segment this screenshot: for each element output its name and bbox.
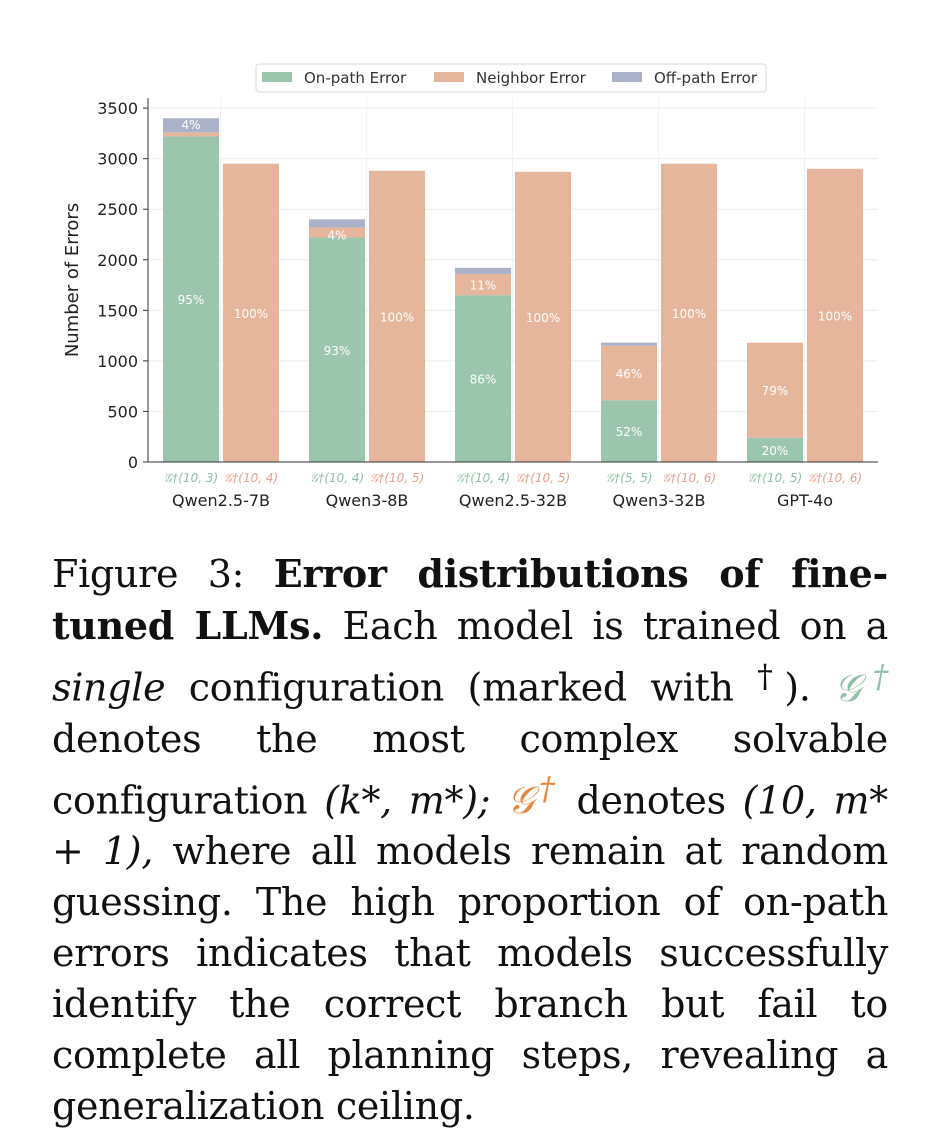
g-dagger-green-symbol: 𝒢†: [834, 659, 889, 710]
x-tick-label: GPT-4o: [776, 491, 834, 510]
bar-config-label: 𝒢†(10, 4): [309, 471, 365, 485]
y-tick-label: 3500: [97, 99, 138, 119]
bar-config-label: 𝒢†(10, 6): [661, 471, 717, 485]
bar-data-label: 100%: [671, 306, 707, 321]
x-labels: [164, 471, 862, 510]
bar-data-label: 100%: [817, 309, 853, 324]
kstar-mstar: (k*, m*);: [324, 778, 491, 823]
bar-segment-neighbor: [163, 132, 219, 136]
x-tick-label: Qwen3-8B: [325, 491, 409, 510]
caption-single: single: [52, 665, 166, 710]
bar-config-label: 𝒢†(10, 4): [455, 471, 511, 485]
figure-label: Figure 3:: [52, 552, 245, 596]
bar-data-label: 11%: [469, 278, 497, 293]
y-tick-label: 2500: [97, 200, 138, 220]
bar-data-label: 86%: [469, 372, 497, 387]
y-axis-label: Number of Errors: [62, 202, 83, 358]
caption-text: configuration (marked with: [188, 665, 734, 710]
bar-data-label: 100%: [379, 310, 415, 325]
caption-text: denotes: [576, 778, 726, 823]
error-distribution-chart: [0, 0, 940, 530]
caption-text: denotes the most complex solvable configuration: [52, 716, 888, 823]
bar-config-label: 𝒢†(10, 3): [163, 471, 219, 485]
bar-data-label: 52%: [615, 425, 643, 440]
bar-segment-off: [601, 343, 657, 346]
bar-data-label: 4%: [327, 228, 347, 243]
y-tick-label: 0: [127, 453, 138, 472]
dagger-mark: †: [757, 659, 785, 695]
x-tick-label: Qwen3-32B: [612, 491, 706, 510]
y-tick-label: 1000: [97, 351, 138, 371]
bar-config-label: 𝒢†(10, 6): [807, 471, 863, 485]
bar-config-label: 𝒢†(5, 5): [605, 471, 653, 485]
g-dagger-orange-symbol: 𝒢†: [507, 771, 560, 823]
bar-data-label: 93%: [323, 343, 351, 358]
y-tick-label: 500: [107, 402, 138, 422]
bar-data-label: 20%: [761, 443, 789, 458]
legend-label: On-path Error: [304, 69, 407, 87]
bar-data-label: 4%: [181, 118, 201, 133]
y-tick-label: 2000: [97, 250, 138, 270]
x-tick-label: Qwen2.5-7B: [171, 491, 271, 510]
caption-text: Each model is trained on a: [342, 604, 889, 648]
y-tick-label: 3000: [97, 149, 138, 169]
legend-swatch: [434, 72, 464, 82]
caption-title: Error distributions of fine-tuned LLMs.: [52, 551, 888, 648]
legend-swatch: [262, 72, 292, 82]
bar-data-label: 46%: [615, 367, 643, 382]
y-tick-label: 1500: [97, 301, 138, 321]
bar-segment-off: [309, 219, 365, 227]
figure-caption: [52, 548, 888, 1132]
ten-m-plus-one: (10, m* + 1),: [52, 778, 888, 874]
bar-data-label: 79%: [761, 384, 789, 399]
bar-data-label: 100%: [233, 306, 269, 321]
bar-data-label: 100%: [525, 310, 561, 325]
bar-data-label: 95%: [177, 293, 205, 308]
bar-segment-off: [455, 268, 511, 274]
bar-config-label: 𝒢†(10, 5): [747, 471, 803, 485]
bar-config-label: 𝒢†(10, 5): [515, 471, 571, 485]
x-tick-label: Qwen2.5-32B: [458, 491, 568, 510]
legend-label: Off-path Error: [654, 69, 757, 87]
bar-config-label: 𝒢†(10, 5): [369, 471, 425, 485]
caption-text: ).: [784, 665, 811, 710]
legend-swatch: [612, 72, 642, 82]
legend: [256, 64, 766, 92]
legend-label: Neighbor Error: [476, 69, 586, 87]
bar-config-label: 𝒢†(10, 4): [223, 471, 279, 485]
caption-text: where all models remain at random guessing. The high proportion of on-path errors indicates that models successfully identify the correct branch but fail to complete all planning steps, revealing a generalization ceiling.: [52, 829, 889, 1129]
y-ticks: [97, 99, 148, 472]
